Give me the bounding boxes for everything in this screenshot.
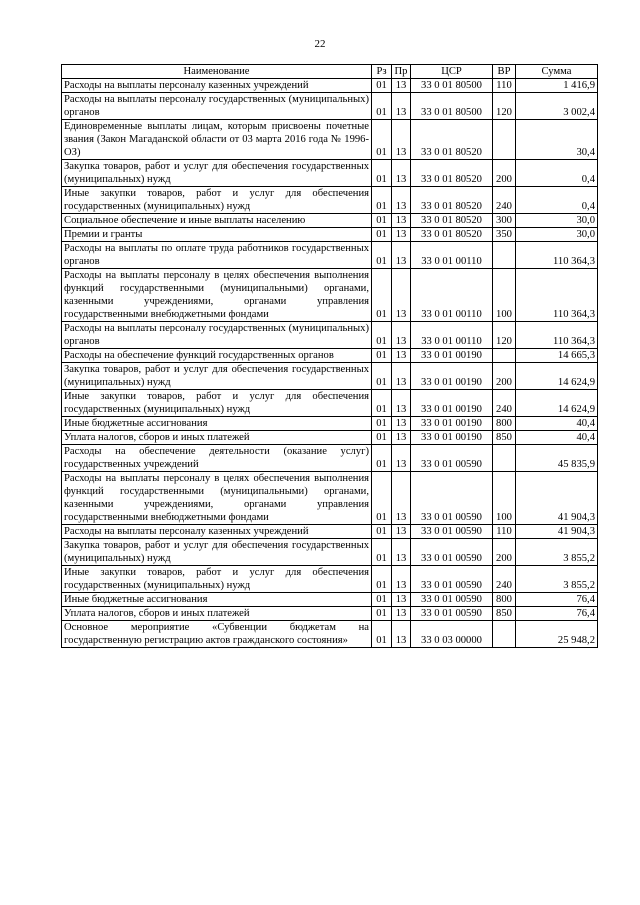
cell-vr: 120 (493, 93, 516, 120)
cell-rz: 01 (372, 228, 392, 242)
cell-name: Единовременные выплаты лицам, которым присвоены почетные звания (Закон Магаданской области от 03 марта 2016 года № 1996-ОЗ) (62, 120, 372, 160)
cell-rz: 01 (372, 322, 392, 349)
cell-sum: 14 624,9 (516, 363, 598, 390)
cell-sum: 1 416,9 (516, 79, 598, 93)
cell-pr: 13 (392, 525, 411, 539)
cell-vr: 110 (493, 79, 516, 93)
cell-pr: 13 (392, 349, 411, 363)
cell-sum: 45 835,9 (516, 445, 598, 472)
cell-name: Закупка товаров, работ и услуг для обеспечения государственных (муниципальных) нужд (62, 160, 372, 187)
cell-name: Расходы на выплаты персоналу в целях обеспечения выполнения функций государственными (муниципальными) органами, казенными учреждениями, органами управления государственными внебюджетными фондами (62, 269, 372, 322)
cell-pr: 13 (392, 79, 411, 93)
cell-vr: 850 (493, 607, 516, 621)
cell-pr: 13 (392, 607, 411, 621)
cell-sum: 14 665,3 (516, 349, 598, 363)
table-header-row (62, 65, 598, 79)
table-row (62, 79, 598, 93)
cell-name: Социальное обеспечение и иные выплаты населению (62, 214, 372, 228)
cell-vr: 240 (493, 187, 516, 214)
cell-name: Закупка товаров, работ и услуг для обеспечения государственных (муниципальных) нужд (62, 363, 372, 390)
cell-vr: 110 (493, 525, 516, 539)
cell-csr: 33 0 01 00110 (411, 322, 493, 349)
cell-vr: 240 (493, 390, 516, 417)
cell-csr: 33 0 01 00110 (411, 242, 493, 269)
cell-csr: 33 0 01 00190 (411, 390, 493, 417)
cell-name: Основное мероприятие «Субвенции бюджетам на государственную регистрацию актов гражданского состояния» (62, 621, 372, 648)
cell-vr (493, 242, 516, 269)
table-row (62, 349, 598, 363)
cell-rz: 01 (372, 417, 392, 431)
cell-name: Уплата налогов, сборов и иных платежей (62, 431, 372, 445)
header-vr: ВР (493, 65, 516, 79)
cell-vr: 800 (493, 593, 516, 607)
cell-sum: 40,4 (516, 417, 598, 431)
table-row (62, 607, 598, 621)
cell-sum: 76,4 (516, 593, 598, 607)
cell-pr: 13 (392, 390, 411, 417)
table-row (62, 322, 598, 349)
cell-pr: 13 (392, 417, 411, 431)
cell-sum: 0,4 (516, 160, 598, 187)
cell-csr: 33 0 01 00590 (411, 472, 493, 525)
cell-vr (493, 349, 516, 363)
cell-csr: 33 0 03 00000 (411, 621, 493, 648)
cell-csr: 33 0 01 80520 (411, 160, 493, 187)
cell-rz: 01 (372, 79, 392, 93)
cell-rz: 01 (372, 525, 392, 539)
table-row (62, 472, 598, 525)
header-pr: Пр (392, 65, 411, 79)
table-row (62, 431, 598, 445)
cell-csr: 33 0 01 80500 (411, 93, 493, 120)
cell-name: Закупка товаров, работ и услуг для обеспечения государственных (муниципальных) нужд (62, 539, 372, 566)
cell-vr: 300 (493, 214, 516, 228)
cell-sum: 76,4 (516, 607, 598, 621)
cell-csr: 33 0 01 80520 (411, 120, 493, 160)
cell-name: Расходы на выплаты персоналу государственных (муниципальных) органов (62, 322, 372, 349)
cell-csr: 33 0 01 00190 (411, 363, 493, 390)
table-row (62, 242, 598, 269)
cell-vr: 350 (493, 228, 516, 242)
cell-rz: 01 (372, 187, 392, 214)
cell-rz: 01 (372, 160, 392, 187)
header-name: Наименование (62, 65, 372, 79)
cell-sum: 30,0 (516, 214, 598, 228)
table-row (62, 160, 598, 187)
cell-pr: 13 (392, 593, 411, 607)
table-row (62, 228, 598, 242)
cell-pr: 13 (392, 363, 411, 390)
cell-vr (493, 621, 516, 648)
cell-name: Иные закупки товаров, работ и услуг для обеспечения государственных (муниципальных) нужд (62, 187, 372, 214)
cell-name: Расходы на выплаты персоналу в целях обеспечения выполнения функций государственными (муниципальными) органами, казенными учреждениями, органами управления государственными внебюджетными фондами (62, 472, 372, 525)
cell-rz: 01 (372, 445, 392, 472)
cell-csr: 33 0 01 80520 (411, 214, 493, 228)
cell-pr: 13 (392, 322, 411, 349)
table-row (62, 566, 598, 593)
cell-rz: 01 (372, 539, 392, 566)
cell-vr: 850 (493, 431, 516, 445)
cell-rz: 01 (372, 621, 392, 648)
table-row (62, 269, 598, 322)
table-row (62, 593, 598, 607)
table-row (62, 525, 598, 539)
cell-vr: 200 (493, 160, 516, 187)
cell-sum: 30,4 (516, 120, 598, 160)
cell-name: Расходы на выплаты по оплате труда работников государственных органов (62, 242, 372, 269)
cell-vr: 800 (493, 417, 516, 431)
cell-csr: 33 0 01 80520 (411, 228, 493, 242)
cell-pr: 13 (392, 228, 411, 242)
cell-pr: 13 (392, 242, 411, 269)
cell-pr: 13 (392, 445, 411, 472)
cell-csr: 33 0 01 00590 (411, 539, 493, 566)
cell-pr: 13 (392, 621, 411, 648)
table-row (62, 621, 598, 648)
cell-sum: 30,0 (516, 228, 598, 242)
cell-pr: 13 (392, 160, 411, 187)
cell-pr: 13 (392, 566, 411, 593)
cell-csr: 33 0 01 00590 (411, 607, 493, 621)
cell-sum: 41 904,3 (516, 472, 598, 525)
cell-pr: 13 (392, 539, 411, 566)
cell-sum: 3 002,4 (516, 93, 598, 120)
cell-vr: 100 (493, 472, 516, 525)
cell-name: Уплата налогов, сборов и иных платежей (62, 607, 372, 621)
table-row (62, 539, 598, 566)
cell-vr: 120 (493, 322, 516, 349)
cell-csr: 33 0 01 00110 (411, 269, 493, 322)
cell-pr: 13 (392, 472, 411, 525)
cell-csr: 33 0 01 80520 (411, 187, 493, 214)
cell-rz: 01 (372, 390, 392, 417)
budget-table (61, 64, 598, 648)
header-csr: ЦСР (411, 65, 493, 79)
cell-name: Расходы на выплаты персоналу казенных учреждений (62, 525, 372, 539)
cell-sum: 110 364,3 (516, 322, 598, 349)
table-row (62, 445, 598, 472)
cell-rz: 01 (372, 472, 392, 525)
cell-csr: 33 0 01 00190 (411, 349, 493, 363)
cell-pr: 13 (392, 431, 411, 445)
cell-rz: 01 (372, 607, 392, 621)
cell-name: Иные закупки товаров, работ и услуг для обеспечения государственных (муниципальных) нужд (62, 390, 372, 417)
cell-csr: 33 0 01 00590 (411, 525, 493, 539)
cell-vr: 100 (493, 269, 516, 322)
cell-name: Иные бюджетные ассигнования (62, 417, 372, 431)
cell-sum: 41 904,3 (516, 525, 598, 539)
cell-name: Расходы на обеспечение функций государственных органов (62, 349, 372, 363)
table-row (62, 93, 598, 120)
cell-name: Расходы на выплаты персоналу государственных (муниципальных) органов (62, 93, 372, 120)
table-row (62, 120, 598, 160)
cell-rz: 01 (372, 269, 392, 322)
cell-sum: 3 855,2 (516, 566, 598, 593)
cell-vr (493, 120, 516, 160)
table-body (62, 79, 598, 648)
cell-rz: 01 (372, 242, 392, 269)
cell-name: Иные закупки товаров, работ и услуг для обеспечения государственных (муниципальных) нужд (62, 566, 372, 593)
cell-rz: 01 (372, 93, 392, 120)
cell-sum: 40,4 (516, 431, 598, 445)
cell-sum: 110 364,3 (516, 269, 598, 322)
cell-sum: 14 624,9 (516, 390, 598, 417)
cell-pr: 13 (392, 187, 411, 214)
cell-csr: 33 0 01 80500 (411, 79, 493, 93)
cell-sum: 110 364,3 (516, 242, 598, 269)
cell-name: Премии и гранты (62, 228, 372, 242)
cell-csr: 33 0 01 00190 (411, 431, 493, 445)
cell-pr: 13 (392, 120, 411, 160)
table-row (62, 417, 598, 431)
header-rz: Рз (372, 65, 392, 79)
cell-rz: 01 (372, 349, 392, 363)
cell-csr: 33 0 01 00590 (411, 445, 493, 472)
cell-sum: 0,4 (516, 187, 598, 214)
cell-csr: 33 0 01 00190 (411, 417, 493, 431)
cell-csr: 33 0 01 00590 (411, 566, 493, 593)
cell-rz: 01 (372, 120, 392, 160)
table-row (62, 214, 598, 228)
header-sum: Сумма (516, 65, 598, 79)
table-row (62, 187, 598, 214)
cell-rz: 01 (372, 431, 392, 445)
cell-pr: 13 (392, 214, 411, 228)
table-row (62, 390, 598, 417)
cell-rz: 01 (372, 214, 392, 228)
cell-csr: 33 0 01 00590 (411, 593, 493, 607)
cell-vr: 200 (493, 363, 516, 390)
cell-rz: 01 (372, 566, 392, 593)
table-row (62, 363, 598, 390)
cell-name: Расходы на выплаты персоналу казенных учреждений (62, 79, 372, 93)
cell-name: Иные бюджетные ассигнования (62, 593, 372, 607)
cell-vr (493, 445, 516, 472)
cell-sum: 3 855,2 (516, 539, 598, 566)
cell-sum: 25 948,2 (516, 621, 598, 648)
cell-rz: 01 (372, 363, 392, 390)
cell-vr: 200 (493, 539, 516, 566)
cell-vr: 240 (493, 566, 516, 593)
cell-pr: 13 (392, 93, 411, 120)
cell-rz: 01 (372, 593, 392, 607)
page-number: 22 (314, 38, 326, 50)
cell-name: Расходы на обеспечение деятельности (оказание услуг) государственных учреждений (62, 445, 372, 472)
cell-pr: 13 (392, 269, 411, 322)
